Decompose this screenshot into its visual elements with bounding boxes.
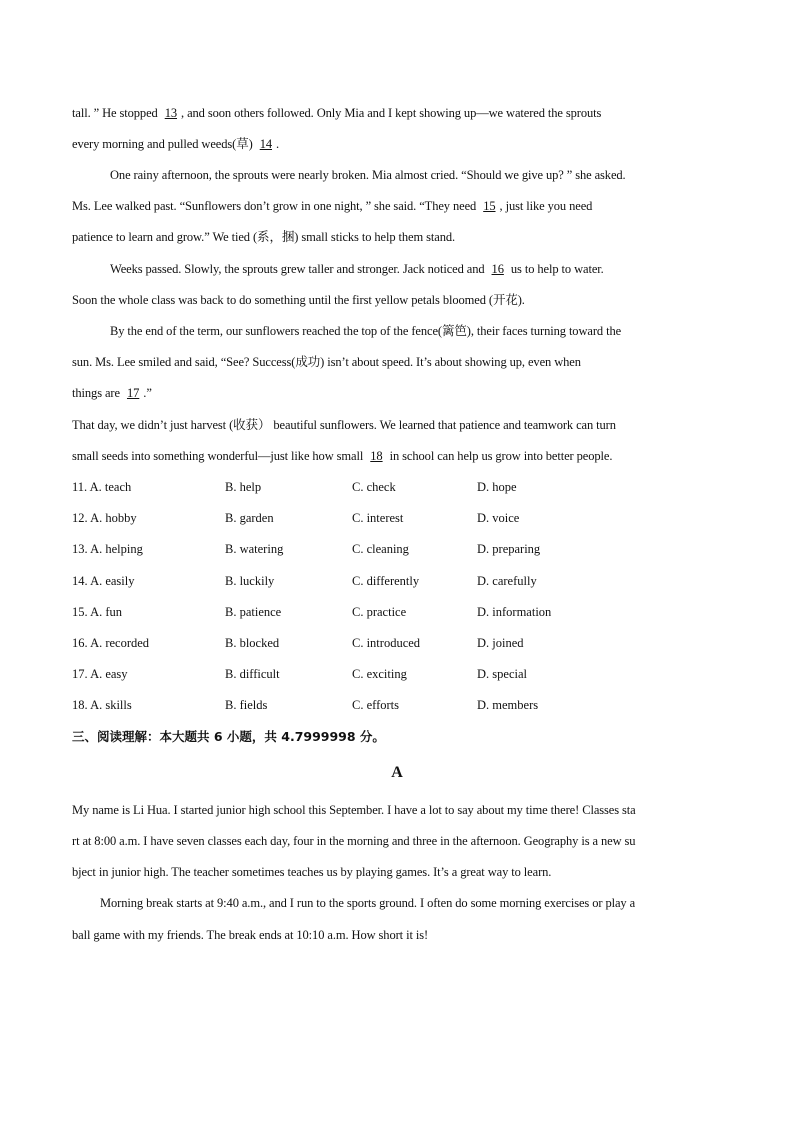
- cloze-line-12: [72, 448, 724, 464]
- question-number: 16.: [72, 636, 88, 650]
- passage-a-line-5: ball game with my friends. The break ends at 10:10 a.m. How short it is!: [72, 928, 429, 942]
- option-b: B. fields: [225, 698, 268, 712]
- text: in school can help us grow into better people.: [386, 449, 613, 463]
- option-d: D. carefully: [477, 574, 537, 588]
- option-d: D. hope: [477, 480, 517, 494]
- question-number: 15.: [72, 605, 88, 619]
- option-c: C. interest: [352, 511, 404, 525]
- option-c: C. introduced: [352, 636, 421, 650]
- question-row: [72, 604, 724, 620]
- cloze-line-9: sun. Ms. Lee smiled and said, “See? Success(成功) isn’t about speed. It’s about showing up, even when: [72, 355, 581, 369]
- cloze-line-6: [110, 261, 724, 277]
- blank-16: 16: [491, 262, 504, 276]
- question-number-and-option-a: [72, 697, 132, 713]
- option-c: C. exciting: [352, 667, 407, 681]
- blank-14: 14: [259, 137, 273, 151]
- question-row: [72, 510, 724, 526]
- option-b: B. luckily: [225, 574, 275, 588]
- option-a: A. hobby: [90, 511, 137, 525]
- option-c: C. differently: [352, 574, 420, 588]
- option-c: C. efforts: [352, 698, 399, 712]
- question-number: 12.: [72, 511, 88, 525]
- option-b: B. patience: [225, 605, 282, 619]
- cloze-line-2: [72, 136, 724, 152]
- cloze-line-5: patience to learn and grow.” We tied (系，捆) small sticks to help them stand.: [72, 230, 456, 244]
- question-row: [72, 479, 724, 495]
- text: , and soon others followed. Only Mia and I kept showing up—we watered the sprouts: [181, 106, 602, 120]
- option-a: A. helping: [90, 542, 143, 556]
- cloze-line-1: [72, 105, 724, 121]
- blank-17: 17: [126, 386, 140, 400]
- option-a: A. skills: [90, 698, 132, 712]
- passage-a-line-2: rt at 8:00 a.m. I have seven classes each day, four in the morning and three in the afternoon. Geography is a new su: [72, 834, 636, 848]
- text: .: [276, 137, 280, 151]
- option-c: C. practice: [352, 605, 407, 619]
- question-row: [72, 573, 724, 589]
- question-number-and-option-a: [72, 604, 122, 620]
- passage-a-line-3: bject in junior high. The teacher sometimes teaches us by playing games. It’s a great way to learn.: [72, 865, 552, 879]
- question-number-and-option-a: [72, 573, 135, 589]
- cloze-line-10: [72, 385, 724, 401]
- option-d: D. information: [477, 605, 552, 619]
- text: .”: [143, 386, 152, 400]
- question-number: 14.: [72, 574, 88, 588]
- option-d: D. joined: [477, 636, 524, 650]
- option-a: A. fun: [90, 605, 123, 619]
- question-number-and-option-a: [72, 510, 137, 526]
- text: small seeds into something wonderful—just like how small: [72, 449, 367, 463]
- question-number-and-option-a: [72, 635, 149, 651]
- option-b: B. blocked: [225, 636, 280, 650]
- blank-15: 15: [483, 199, 496, 213]
- option-c: C. cleaning: [352, 542, 409, 556]
- blank-18: 18: [370, 449, 383, 463]
- question-number: 13.: [72, 542, 88, 556]
- question-number-and-option-a: [72, 666, 128, 682]
- option-a: A. recorded: [90, 636, 150, 650]
- text: us to help to water.: [507, 262, 604, 276]
- option-d: D. voice: [477, 511, 520, 525]
- question-row: [72, 666, 724, 682]
- option-b: B. help: [225, 480, 262, 494]
- option-b: B. watering: [225, 542, 284, 556]
- text: every morning and pulled weeds(草): [72, 137, 256, 151]
- text: tall. ” He stopped: [72, 106, 161, 120]
- blank-13: 13: [164, 106, 178, 120]
- text: , just like you need: [499, 199, 593, 213]
- question-row: [72, 541, 724, 557]
- question-number: 18.: [72, 698, 88, 712]
- option-b: B. difficult: [225, 667, 280, 681]
- cloze-line-4: [72, 198, 724, 214]
- question-number: 11.: [72, 480, 88, 494]
- cloze-line-8: By the end of the term, our sunflowers reached the top of the fence(篱笆), their faces turning toward the: [110, 324, 622, 338]
- text: things are: [72, 386, 123, 400]
- passage-label: A: [391, 764, 403, 781]
- section-heading: 三、阅读理解：本大题共 6 小题，共 4.7999998 分。: [72, 729, 385, 744]
- cloze-line-7: Soon the whole class was back to do something until the first yellow petals bloomed (开花).: [72, 293, 525, 307]
- option-a: A. teach: [89, 480, 132, 494]
- option-a: A. easy: [90, 667, 128, 681]
- option-d: D. preparing: [477, 542, 541, 556]
- option-c: C. check: [352, 480, 396, 494]
- option-b: B. garden: [225, 511, 274, 525]
- text: Weeks passed. Slowly, the sprouts grew taller and stronger. Jack noticed and: [110, 262, 488, 276]
- text: Ms. Lee walked past. “Sunflowers don’t grow in one night, ” she said. “They need: [72, 199, 480, 213]
- cloze-line-11: That day, we didn’t just harvest (收获） beautiful sunflowers. We learned that patience and teamwork can turn: [72, 418, 616, 432]
- option-a: A. easily: [90, 574, 135, 588]
- question-number: 17.: [72, 667, 88, 681]
- passage-a-line-4: Morning break starts at 9:40 a.m., and I run to the sports ground. I often do some morning exercises or play a: [100, 896, 636, 910]
- cloze-line-3: One rainy afternoon, the sprouts were nearly broken. Mia almost cried. “Should we give up? ” she asked.: [110, 168, 626, 182]
- question-row: [72, 697, 724, 713]
- passage-a-line-1: My name is Li Hua. I started junior high school this September. I have a lot to say about my time there! Classes sta: [72, 803, 636, 817]
- question-number-and-option-a: [72, 541, 143, 557]
- option-d: D. special: [477, 667, 527, 681]
- question-row: [72, 635, 724, 651]
- question-number-and-option-a: [72, 479, 131, 495]
- option-d: D. members: [477, 698, 539, 712]
